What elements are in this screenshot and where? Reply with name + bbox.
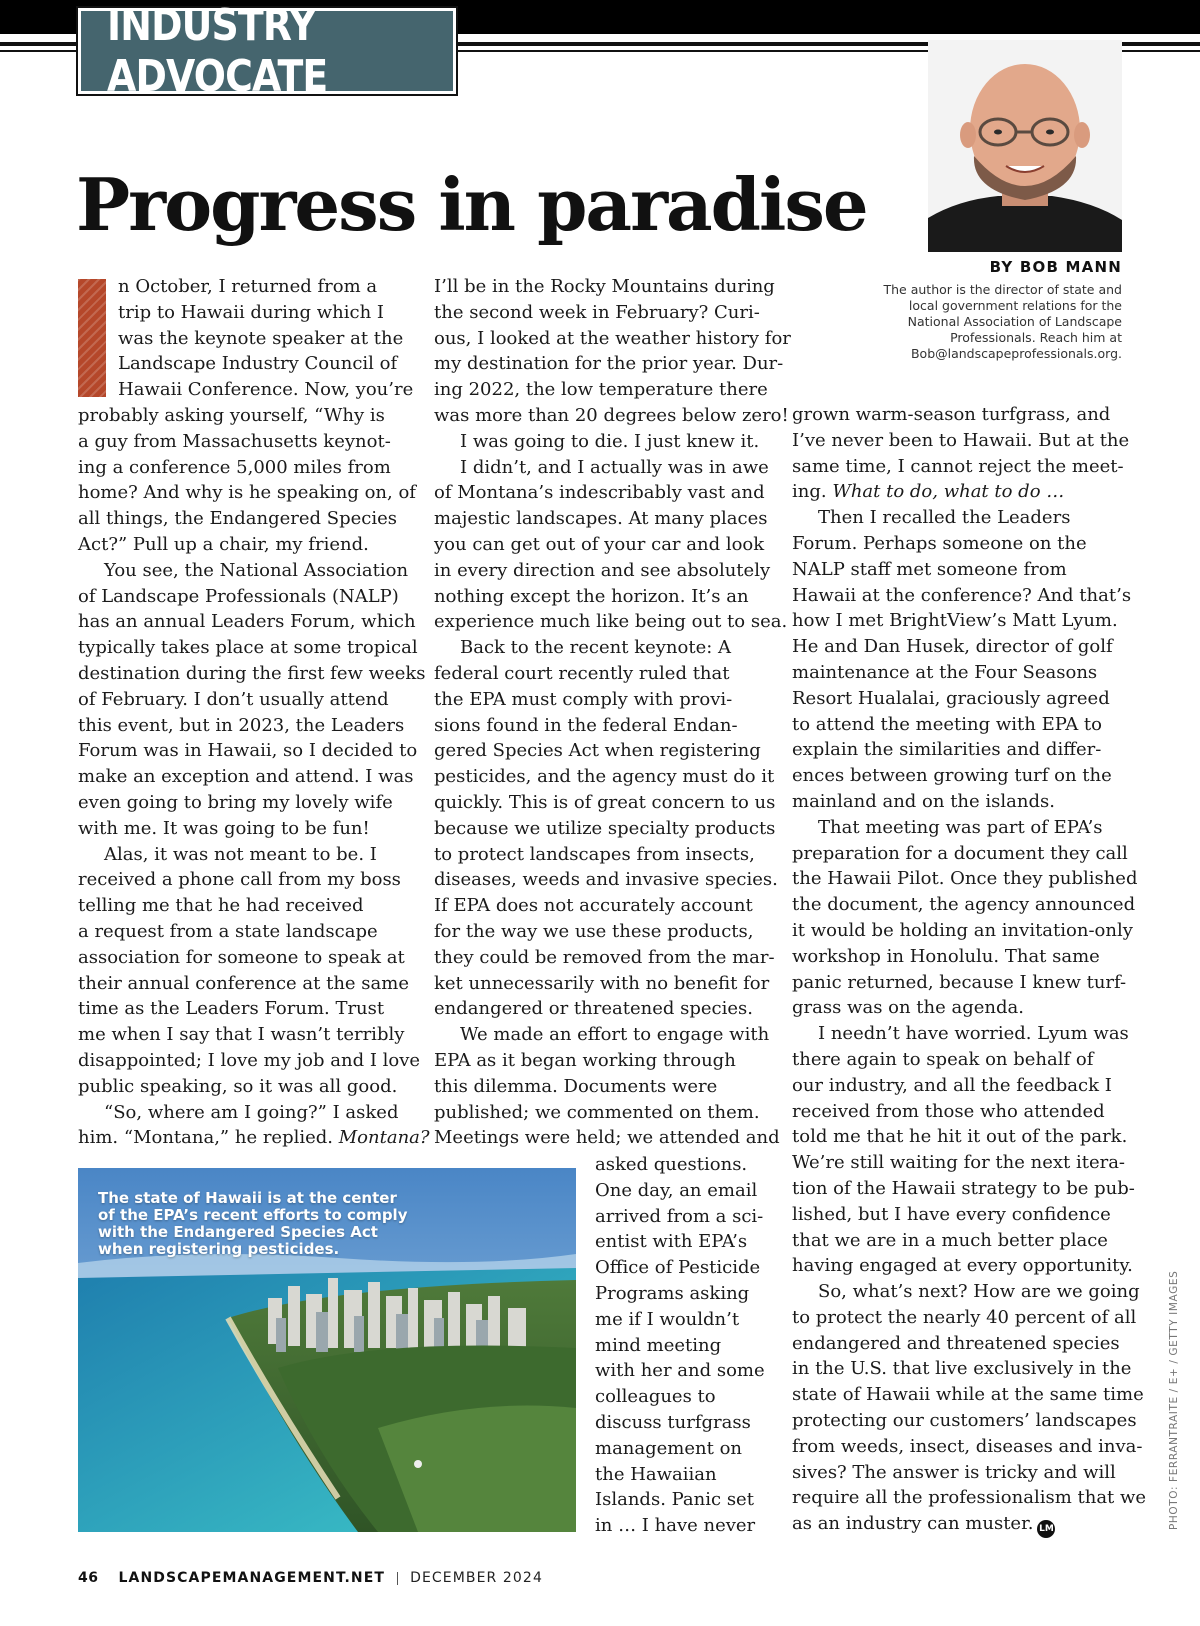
line-text: If EPA does not accurately account <box>434 895 753 917</box>
line-text: that we are in a much better place <box>792 1229 1108 1251</box>
body-text-line <box>792 1382 1144 1408</box>
body-text-line <box>78 480 418 506</box>
body-text-line <box>792 1021 1132 1047</box>
body-text-line <box>595 1384 775 1410</box>
line-text: nothing except the horizon. It’s an <box>434 585 749 607</box>
line-text: EPA as it began working through <box>434 1049 736 1071</box>
body-text-line <box>792 841 1132 867</box>
body-text-line <box>792 1176 1135 1202</box>
line-text: me if I wouldn’t <box>595 1308 740 1330</box>
author-bio-line: Bob@landscapeprofessionals.org. <box>910 346 1122 361</box>
page-footer <box>78 1570 543 1586</box>
line-text: Then I recalled the Leaders <box>818 507 1071 529</box>
body-text-line <box>792 1202 1132 1228</box>
line-text: Landscape Industry Council of <box>118 353 398 375</box>
line-text: colleagues to <box>595 1386 716 1408</box>
body-text-line <box>792 505 1132 531</box>
line-text: arrived from a sci- <box>595 1205 764 1227</box>
line-text: endangered and threatened species <box>792 1332 1120 1354</box>
line-text: my destination for the prior year. Dur- <box>434 353 784 375</box>
body-text-line <box>434 351 784 377</box>
line-text: state of Hawaii while at the same time <box>792 1384 1144 1406</box>
line-text: Forum was in Hawaii, so I decided to <box>78 740 418 762</box>
body-text-line <box>78 1022 418 1048</box>
line-text: Act?” Pull up a chair, my friend. <box>78 533 369 555</box>
site-link[interactable]: LANDSCAPEMANAGEMENT.NET <box>118 1570 386 1586</box>
body-text-line <box>78 945 418 971</box>
line-text: Office of Pesticide <box>595 1257 761 1279</box>
line-text: “So, where am I going?” I asked <box>104 1101 399 1123</box>
line-text: same time, I cannot reject the meet- <box>792 455 1124 477</box>
line-text: the Hawaiian <box>595 1463 717 1485</box>
line-text: telling me that he had received <box>78 895 364 917</box>
body-text-line <box>434 1074 770 1100</box>
body-text-line <box>434 893 770 919</box>
line-text: they could be removed from the mar- <box>434 946 775 968</box>
line-text: me when I say that I wasn’t terribly <box>78 1024 405 1046</box>
line-text: in … I have never <box>595 1515 756 1537</box>
line-text: I needn’t have worried. Lyum was <box>818 1023 1129 1045</box>
header-rule <box>1122 50 1200 52</box>
body-text-line <box>78 455 418 481</box>
body-text-line <box>595 1204 775 1230</box>
line-text: asked questions. <box>595 1154 748 1175</box>
body-column-3 <box>792 402 1147 1538</box>
line-text: Alas, it was not meant to be. I <box>104 843 377 865</box>
body-text-line <box>78 661 426 687</box>
line-text: has an annual Leaders Forum, which <box>78 611 416 633</box>
body-text-line <box>792 892 1136 918</box>
line-text: published; we commented on them. <box>434 1101 760 1123</box>
line-text: a request from a state landscape <box>78 920 378 942</box>
line-text: to protect landscapes from insects, <box>434 843 755 865</box>
footer-divider <box>397 1572 398 1585</box>
body-text-line <box>78 893 418 919</box>
body-text-line <box>792 583 1132 609</box>
line-text: quickly. This is of great concern to us <box>434 791 776 813</box>
line-text: with me. It was going to be fun! <box>78 817 370 839</box>
body-text-line <box>792 1331 1132 1357</box>
body-text-line <box>434 738 770 764</box>
header-rule <box>456 42 928 46</box>
line-text: mind meeting <box>595 1334 722 1356</box>
body-text-line <box>792 1150 1132 1176</box>
article-title: Progress in paradise <box>76 162 867 247</box>
photo-credit: PHOTO: FERRANTRAITE / E+ / GETTY IMAGES <box>1168 1270 1180 1530</box>
body-text-line <box>78 764 418 790</box>
issue-date: DECEMBER 2024 <box>410 1570 543 1586</box>
line-text: mainland and on the islands. <box>792 790 1055 812</box>
line-text: our industry, and all the feedback I <box>792 1074 1112 1096</box>
caption-line: when registering pesticides. <box>98 1240 340 1258</box>
line-text: You see, the National Association <box>104 559 409 581</box>
body-text-line <box>792 1460 1132 1486</box>
body-text-line <box>78 274 418 300</box>
body-text-line <box>792 789 1132 815</box>
line-text: grown warm-season turfgrass, and <box>792 404 1111 425</box>
body-text-line <box>434 661 770 687</box>
body-text-line <box>434 429 770 455</box>
body-text-line <box>595 1462 775 1488</box>
body-text-line <box>792 1099 1132 1125</box>
line-text: entist with EPA’s <box>595 1231 748 1253</box>
author-bio-line: Professionals. Reach him at <box>950 330 1122 345</box>
line-text: in the U.S. that live exclusively in the <box>792 1358 1132 1380</box>
photo-caption <box>98 1190 428 1258</box>
author-bio-line: local government relations for the <box>908 298 1122 313</box>
line-text: Meetings were held; we attended and <box>434 1127 780 1149</box>
body-text-line <box>434 764 775 790</box>
line-text: destination during the first few weeks <box>78 662 426 684</box>
body-text-line <box>792 1124 1132 1150</box>
line-text: I’ll be in the Rocky Mountains during <box>434 276 775 297</box>
body-text-line <box>434 377 770 403</box>
line-text: as an industry can muster. <box>792 1513 1034 1535</box>
caption-line: of the EPA’s recent efforts to comply <box>98 1206 408 1224</box>
line-text: sions found in the federal Endan- <box>434 714 738 736</box>
line-text: We’re still waiting for the next itera- <box>792 1152 1126 1174</box>
line-text: having engaged at every opportunity. <box>792 1255 1133 1277</box>
line-text: sives? The answer is tricky and will <box>792 1461 1116 1483</box>
line-text: received from those who attended <box>792 1100 1105 1122</box>
body-text-line <box>595 1281 775 1307</box>
body-text-line <box>78 867 418 893</box>
caption-line: The state of Hawaii is at the center <box>98 1189 397 1207</box>
line-text: it would be holding an invitation-only <box>792 919 1133 941</box>
line-text: of Montana’s indescribably vast and <box>434 482 765 504</box>
line-text: this dilemma. Documents were <box>434 1075 718 1097</box>
header-rule <box>0 42 78 46</box>
body-text-line <box>78 609 418 635</box>
line-text: association for someone to speak at <box>78 946 405 968</box>
line-text: So, what’s next? How are we going <box>818 1281 1140 1303</box>
body-text-line <box>792 1434 1143 1460</box>
body-text-line <box>792 608 1132 634</box>
body-column-2 <box>434 274 791 1151</box>
line-text: explain the similarities and differ- <box>792 739 1102 761</box>
line-text: because we utilize specialty products <box>434 817 776 839</box>
body-text-line <box>792 479 1132 505</box>
body-text-line <box>78 377 418 403</box>
body-text-line <box>434 326 791 352</box>
body-text-line <box>792 660 1132 686</box>
line-text: home? And why is he speaking on, of <box>78 482 416 504</box>
body-text-line <box>78 996 418 1022</box>
line-text: endangered or threatened species. <box>434 998 753 1020</box>
body-text-line <box>792 1356 1132 1382</box>
author-bio <box>802 282 1122 362</box>
line-text: time as the Leaders Forum. Trust <box>78 998 385 1020</box>
byline: BY BOB MANN <box>989 258 1122 276</box>
line-text: to protect the nearly 40 percent of all <box>792 1306 1137 1328</box>
body-text-line <box>434 996 770 1022</box>
author-bio-line: The author is the director of state and <box>883 282 1122 297</box>
body-text-line <box>78 532 418 558</box>
body-text-line <box>792 1073 1132 1099</box>
body-column-1 <box>78 274 430 1151</box>
body-text-line <box>78 816 418 842</box>
line-text: ing. <box>792 481 827 503</box>
body-text-line <box>78 326 418 352</box>
body-text-line <box>78 429 418 455</box>
body-text-line <box>434 713 770 739</box>
line-text: Programs asking <box>595 1282 750 1304</box>
line-text: ket unnecessarily with no benefit for <box>434 972 770 994</box>
body-column-2-continued <box>595 1152 775 1539</box>
section-label: INDUSTRY ADVOCATE <box>107 0 328 102</box>
line-text: NALP staff met someone from <box>792 558 1067 580</box>
line-text: received a phone call from my boss <box>78 869 401 891</box>
body-text-line <box>792 402 1132 428</box>
body-text-line <box>792 557 1132 583</box>
body-text-line <box>78 351 418 377</box>
body-text-line <box>792 712 1132 738</box>
body-text-line <box>78 1100 418 1126</box>
section-badge <box>78 0 456 102</box>
body-text-line <box>595 1333 775 1359</box>
line-text: federal court recently ruled that <box>434 662 730 684</box>
body-text-line <box>434 609 788 635</box>
body-text-line <box>434 867 778 893</box>
body-text-line <box>792 1511 1132 1538</box>
line-text: disappointed; I love my job and I love <box>78 1049 421 1071</box>
line-text: diseases, weeds and invasive species. <box>434 869 778 891</box>
header-rule <box>456 50 928 52</box>
body-text-line <box>434 842 770 868</box>
line-text: was more than 20 degrees below zero! <box>434 404 789 426</box>
body-text-line <box>792 428 1132 454</box>
line-text: He and Dan Husek, director of golf <box>792 636 1113 658</box>
body-text-line <box>78 506 418 532</box>
line-text: probably asking yourself, “Why is <box>78 404 385 426</box>
body-text-line <box>792 1253 1132 1279</box>
body-text-line <box>78 1125 430 1151</box>
body-text-line <box>434 480 770 506</box>
line-text: protecting our customers’ landscapes <box>792 1410 1137 1432</box>
line-text: Resort Hualalai, graciously agreed <box>792 687 1110 709</box>
line-text: make an exception and attend. I was <box>78 766 414 788</box>
line-text: in every direction and see absolutely <box>434 559 771 581</box>
body-text-line <box>792 737 1132 763</box>
line-text: workshop in Honolulu. That same <box>792 945 1100 967</box>
body-text-line <box>434 274 775 300</box>
italic-text: Montana? <box>338 1127 430 1149</box>
body-text-line <box>595 1513 775 1539</box>
body-text-line <box>792 1228 1132 1254</box>
line-text: management on <box>595 1437 742 1459</box>
line-text: a guy from Massachusetts keynot- <box>78 430 391 452</box>
line-text: him. “Montana,” he replied. <box>78 1127 334 1149</box>
line-text: Back to the recent keynote: A <box>460 637 732 659</box>
line-text: from weeds, insect, diseases and inva- <box>792 1435 1143 1457</box>
body-text-line <box>595 1178 775 1204</box>
page-number: 46 <box>78 1570 99 1586</box>
body-text-line <box>78 919 418 945</box>
body-text-line <box>595 1229 775 1255</box>
line-text: I was going to die. I just knew it. <box>460 430 760 452</box>
line-text: the second week in February? Curi- <box>434 301 760 323</box>
body-text-line <box>434 1048 770 1074</box>
header-rule <box>0 50 78 52</box>
body-text-line <box>78 971 418 997</box>
body-text-line <box>792 866 1138 892</box>
body-text-line <box>434 558 770 584</box>
body-text-line <box>78 584 418 610</box>
line-text: the document, the agency announced <box>792 894 1136 916</box>
line-text: majestic landscapes. At many places <box>434 508 768 530</box>
body-text-line <box>792 634 1132 660</box>
body-text-line <box>595 1152 775 1178</box>
line-text: ing a conference 5,000 miles from <box>78 456 391 478</box>
line-text: this event, but in 2023, the Leaders <box>78 714 405 736</box>
body-text-line <box>434 687 770 713</box>
line-text: ous, I looked at the weather history for <box>434 327 791 349</box>
body-text-line <box>434 1100 770 1126</box>
line-text: grass was on the agenda. <box>792 997 1024 1019</box>
body-text-line <box>78 738 418 764</box>
body-text-line <box>792 686 1132 712</box>
line-text: panic returned, because I knew turf- <box>792 971 1127 993</box>
line-text: lished, but I have every confidence <box>792 1203 1111 1225</box>
line-text: all things, the Endangered Species <box>78 508 398 530</box>
body-text-line <box>434 816 776 842</box>
body-text-line <box>595 1307 775 1333</box>
body-text-line <box>434 455 770 481</box>
line-text: I didn’t, and I actually was in awe <box>460 456 769 478</box>
line-text: n October, I returned from a <box>118 276 378 297</box>
line-text: of Landscape Professionals (NALP) <box>78 585 399 607</box>
line-text: gered Species Act when registering <box>434 740 761 762</box>
line-text: preparation for a document they call <box>792 842 1128 864</box>
line-text: trip to Hawaii during which I <box>118 301 385 323</box>
line-text: for the way we use these products, <box>434 920 754 942</box>
body-text-line <box>792 1047 1132 1073</box>
body-text-line <box>434 971 770 997</box>
body-text-line <box>434 919 770 945</box>
body-text-line <box>78 300 418 326</box>
body-text-line <box>434 1022 770 1048</box>
line-text: how I met BrightView’s Matt Lyum. <box>792 610 1118 632</box>
body-text-line <box>434 403 789 429</box>
body-text-line <box>792 454 1132 480</box>
line-text: the Hawaii Pilot. Once they published <box>792 868 1138 890</box>
line-text: there again to speak on behalf of <box>792 1048 1094 1070</box>
body-text-line <box>792 1305 1137 1331</box>
body-text-line <box>792 815 1132 841</box>
line-text: even going to bring my lovely wife <box>78 791 393 813</box>
line-text: their annual conference at the same <box>78 972 409 994</box>
body-text-line <box>595 1255 775 1281</box>
body-text-line <box>78 790 418 816</box>
caption-line: with the Endangered Species Act <box>98 1223 378 1241</box>
line-text: typically takes place at some tropical <box>78 637 418 659</box>
body-text-line <box>78 635 418 661</box>
body-text-line <box>792 995 1132 1021</box>
body-text-line <box>434 945 775 971</box>
line-text: experience much like being out to sea. <box>434 611 788 633</box>
body-text-line <box>78 403 418 429</box>
author-bio-line: National Association of Landscape <box>907 314 1122 329</box>
line-text: you can get out of your car and look <box>434 533 765 555</box>
body-text-line <box>792 1279 1140 1305</box>
line-text: That meeting was part of EPA’s <box>818 816 1103 838</box>
line-text: public speaking, so it was all good. <box>78 1075 398 1097</box>
body-text-line <box>78 1048 421 1074</box>
body-text-line <box>792 531 1132 557</box>
body-text-line <box>792 970 1132 996</box>
line-text: discuss turfgrass <box>595 1411 751 1433</box>
body-text-line <box>78 687 418 713</box>
body-text-line <box>792 918 1132 944</box>
body-text-line <box>595 1358 775 1384</box>
body-text-line <box>792 1408 1137 1434</box>
line-text: tion of the Hawaii strategy to be pub- <box>792 1177 1135 1199</box>
body-text-line <box>792 1485 1147 1511</box>
line-text: with her and some <box>595 1360 765 1382</box>
body-text-line <box>434 532 770 558</box>
line-text: was the keynote speaker at the <box>118 327 404 349</box>
body-text-line <box>78 558 418 584</box>
line-text: pesticides, and the agency must do it <box>434 766 775 788</box>
line-text: the EPA must comply with provi- <box>434 688 733 710</box>
body-text-line <box>595 1487 775 1513</box>
body-text-line <box>434 790 776 816</box>
body-text-line <box>792 944 1132 970</box>
body-text-line <box>434 506 770 532</box>
line-text: of February. I don’t usually attend <box>78 688 389 710</box>
line-text: I’ve never been to Hawaii. But at the <box>792 429 1130 451</box>
body-text-line <box>792 763 1132 789</box>
end-mark-icon: LM <box>1037 1520 1055 1538</box>
line-text: Islands. Panic set <box>595 1489 754 1511</box>
line-text: Forum. Perhaps someone on the <box>792 532 1087 554</box>
header-rule <box>1122 42 1200 46</box>
body-text-line <box>78 1074 418 1100</box>
author-portrait <box>928 40 1122 252</box>
line-text: One day, an email <box>595 1179 758 1201</box>
body-text-line <box>434 635 770 661</box>
line-text: told me that he hit it out of the park. <box>792 1126 1128 1148</box>
line-text: We made an effort to engage with <box>460 1024 770 1046</box>
body-text-line <box>434 1125 780 1151</box>
line-text: ences between growing turf on the <box>792 765 1112 787</box>
body-text-line <box>434 300 770 326</box>
line-text: require all the professionalism that we <box>792 1487 1147 1509</box>
line-text: Hawaii at the conference? And that’s <box>792 584 1132 606</box>
body-text-line <box>434 584 770 610</box>
body-text-line <box>595 1436 775 1462</box>
body-text-line <box>78 842 418 868</box>
line-text: to attend the meeting with EPA to <box>792 713 1102 735</box>
line-text: maintenance at the Four Seasons <box>792 661 1098 683</box>
italic-text: What to do, what to do … <box>832 481 1065 503</box>
line-text: Hawaii Conference. Now, you’re <box>118 379 414 401</box>
body-text-line <box>595 1410 775 1436</box>
line-text: ing 2022, the low temperature there <box>434 379 768 401</box>
body-text-line <box>78 713 418 739</box>
